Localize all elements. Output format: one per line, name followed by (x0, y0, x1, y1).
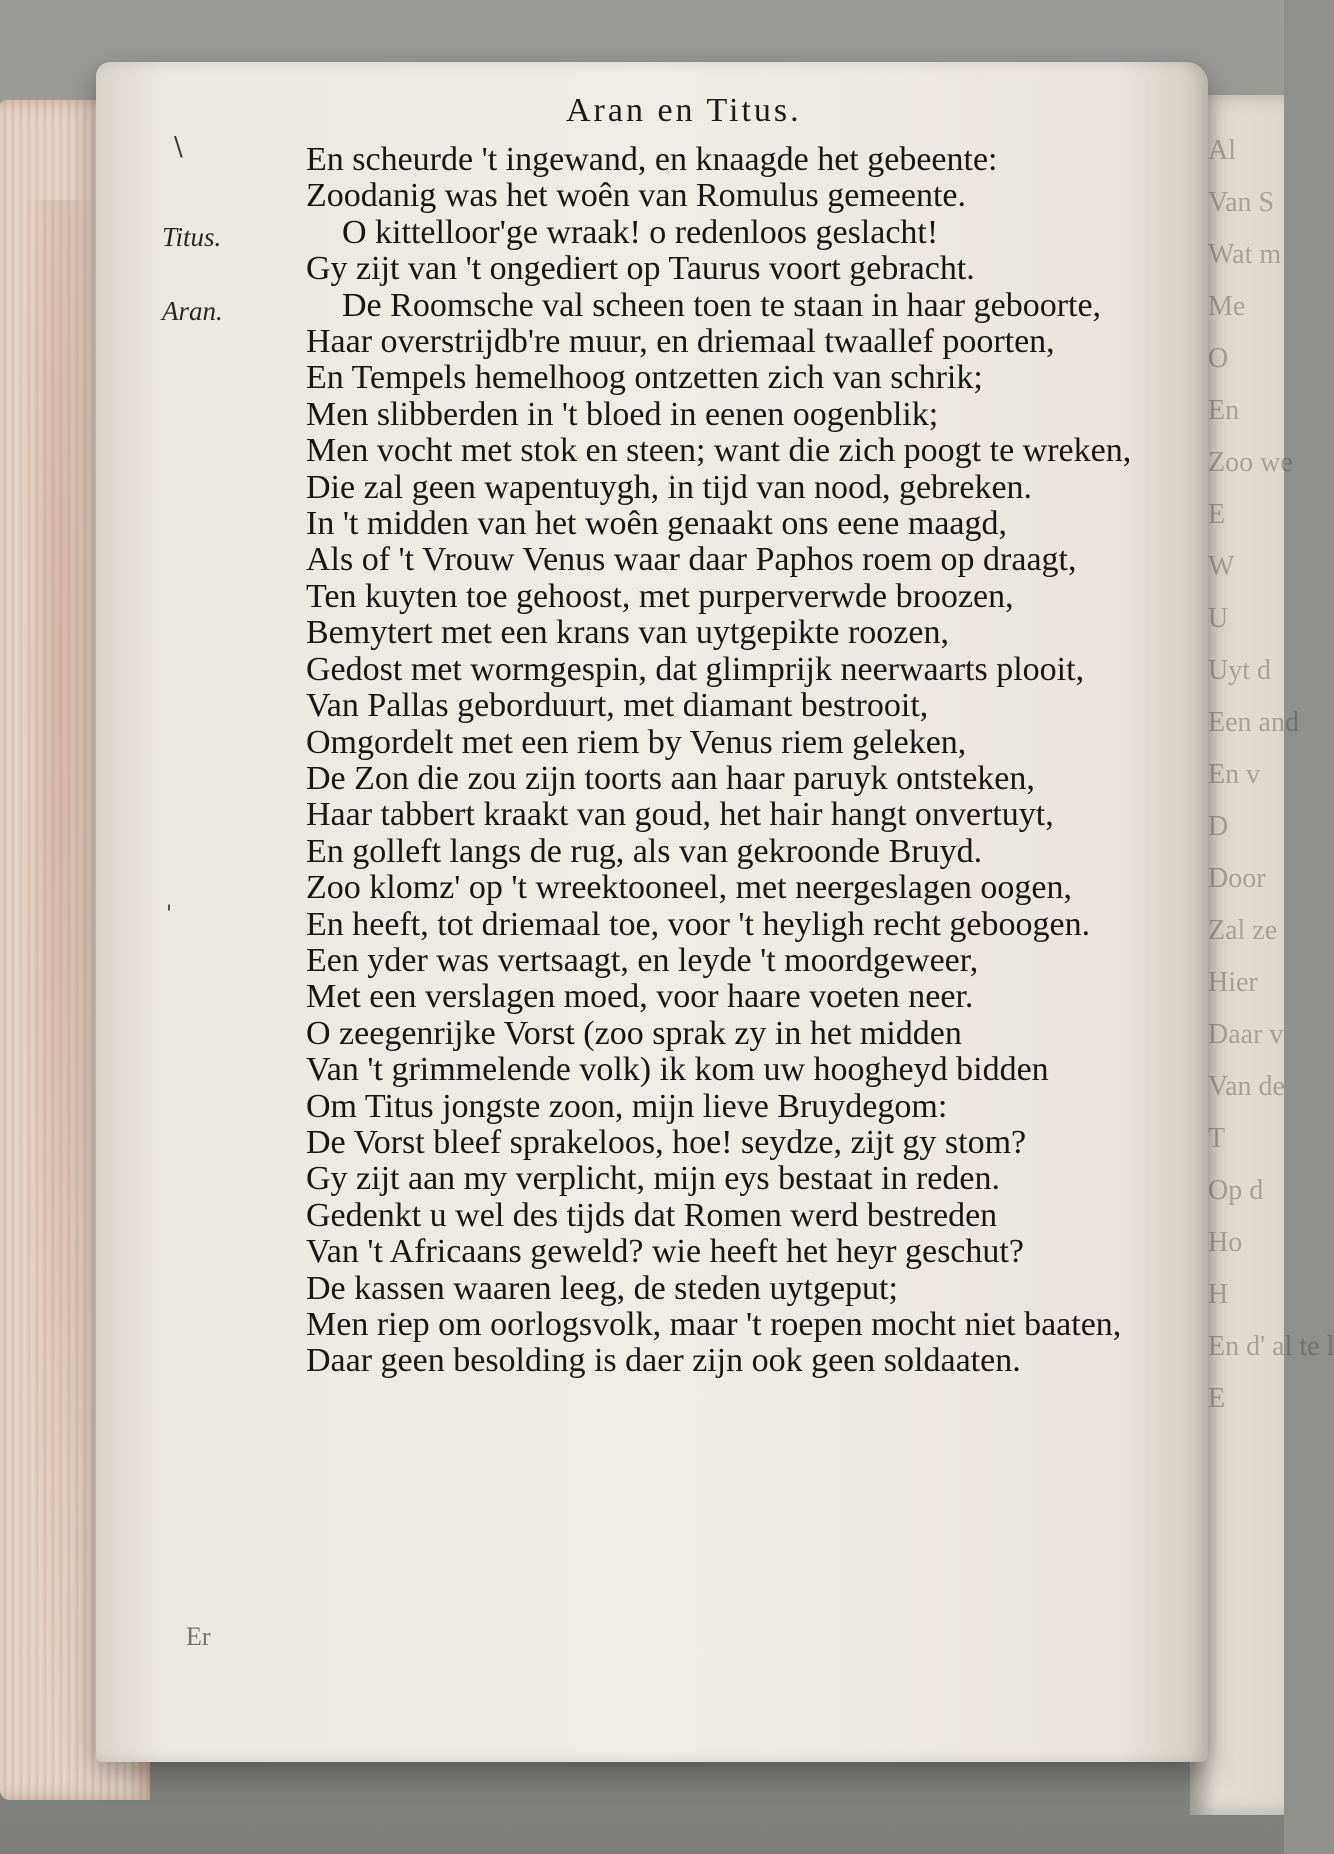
verse-line: En golleft langs de rug, als van gekroonde Bruyd. (306, 832, 983, 870)
verse-line: In 't midden van het woên genaakt ons eene maagd, (306, 505, 1008, 543)
running-head: Aran en Titus. (566, 92, 802, 129)
catchword: Er (186, 1622, 211, 1651)
verse-line: Van 't grimmelende volk) ik kom uw hoogheyd bidden (306, 1051, 1049, 1089)
speaker-titus: Titus. (162, 222, 222, 252)
facing-page-fragment: E (1208, 1383, 1226, 1414)
verse-line: Gedenkt u wel des tijds dat Romen werd bestreden (306, 1196, 998, 1234)
facing-page-fragment: En v (1208, 759, 1261, 790)
verse-line: Gy zijt van 't ongediert op Taurus voort gebracht. (306, 250, 975, 288)
facing-page-fragment: Daar v (1208, 1019, 1284, 1050)
facing-page-fragment: Door (1208, 863, 1266, 894)
verse-line: Men riep om oorlogsvolk, maar 't roepen mocht niet baaten, (306, 1306, 1122, 1343)
verse-line: Haar overstrijdb're muur, en driemaal twaallef poorten, (306, 323, 1055, 361)
facing-page-fragment: W (1208, 551, 1235, 582)
facing-page-fragment: Op d (1208, 1175, 1264, 1206)
facing-page-fragment: Zoo we (1208, 447, 1293, 478)
facing-page-fragment: Ho (1208, 1227, 1243, 1258)
verse-line: Een yder was vertsaagt, en leyde 't moordgeweer, (306, 941, 979, 979)
facing-page-fragment: Van de (1208, 1071, 1285, 1102)
facing-page-fragment: Zal ze (1208, 915, 1278, 946)
facing-page-fragment: Van S (1208, 187, 1275, 218)
verse-line: En scheurde 't ingewand, en knaagde het gebeente: (306, 141, 998, 178)
verse-line: Daar geen besolding is daer zijn ook geen soldaaten. (306, 1342, 1021, 1380)
facing-page-fragment: Me (1208, 291, 1246, 322)
margin-mark: \ (174, 132, 183, 162)
facing-page-fragment: E (1208, 499, 1226, 530)
facing-page-fragment: Uyt d (1208, 655, 1271, 686)
verse-line: Met een verslagen moed, voor haare voeten neer. (306, 978, 974, 1016)
facing-page-fragment: Wat m (1208, 239, 1282, 270)
verse-line: En Tempels hemelhoog ontzetten zich van schrik; (306, 359, 983, 397)
facing-page-fragment: D (1208, 811, 1229, 842)
speaker-aran: Aran. (162, 296, 223, 326)
facing-page-fragment: Een and (1208, 707, 1299, 738)
verse-line: Van Pallas geborduurt, met diamant bestrooit, (306, 687, 929, 725)
verse-line: De kassen waaren leeg, de steden uytgeput; (306, 1269, 898, 1307)
verse-line: Men slibberden in 't bloed in eenen oogenblik; (306, 395, 939, 433)
verse-line: De Zon die zou zijn toorts aan haar paruyk ontsteken, (306, 759, 1035, 797)
verse-line: Bemytert met een krans van uytgepikte roozen, (306, 614, 949, 652)
facing-page-fragment: En (1208, 395, 1240, 426)
verse-line: O zeegenrijke Vorst (zoo sprak zy in het midden (306, 1014, 962, 1052)
verse-line: En heeft, tot driemaal toe, voor 't heyligh recht geboogen. (306, 905, 1091, 943)
margin-mark: ' (166, 902, 173, 927)
verse-line: O kittelloor'ge wraak! o redenloos geslacht! (342, 213, 939, 251)
verse-line: Van 't Africaans geweld? wie heeft het heyr geschut? (306, 1233, 1024, 1271)
facing-page-fragment: H (1208, 1279, 1229, 1310)
verse-line: Als of 't Vrouw Venus waar daar Paphos roem op draagt, (306, 541, 1077, 579)
facing-page-fragment: T (1208, 1123, 1226, 1154)
verse-line: Gy zijt aan my verplicht, mijn eys bestaat in reden. (306, 1160, 1000, 1198)
facing-page-fragment: O (1208, 343, 1229, 374)
verse-line: Gedost met wormgespin, dat glimprijk neerwaarts plooit, (306, 650, 1085, 688)
verse-line: De Roomsche val scheen toen te staan in haar geboorte, (342, 286, 1102, 324)
page-edge-stain (20, 200, 100, 1800)
verse-line: Ten kuyten toe gehoost, met purperverwde broozen, (306, 577, 1014, 615)
verse-line: Die zal geen wapentuygh, in tijd van nood, gebreken. (306, 468, 1033, 506)
verse-line: Zoo klomz' op 't wreektooneel, met neergeslagen oogen, (306, 869, 1072, 907)
facing-page-fragment: Al (1208, 135, 1236, 166)
verse-line: Men vocht met stok en steen; want die zich poogt te wreken, (306, 432, 1132, 470)
verse-line: Om Titus jongste zoon, mijn lieve Bruydegom: (306, 1087, 948, 1125)
verse-line: Haar tabbert kraakt van goud, het hair hangt onvertuyt, (306, 796, 1054, 834)
verse-line: Omgordelt met een riem by Venus riem geleken, (306, 723, 967, 761)
facing-page-fragment: Hier (1208, 967, 1258, 998)
book-page (96, 62, 1208, 1762)
verse-block (306, 142, 1206, 1380)
facing-page-fragment: U (1208, 603, 1229, 634)
verse-line: De Vorst bleef sprakeloos, hoe! seydze, zijt gy stom? (306, 1123, 1027, 1161)
facing-page-fragment: En d' al te l (1208, 1331, 1334, 1362)
verse-line: Zoodanig was het woên van Romulus gemeente. (306, 177, 967, 215)
